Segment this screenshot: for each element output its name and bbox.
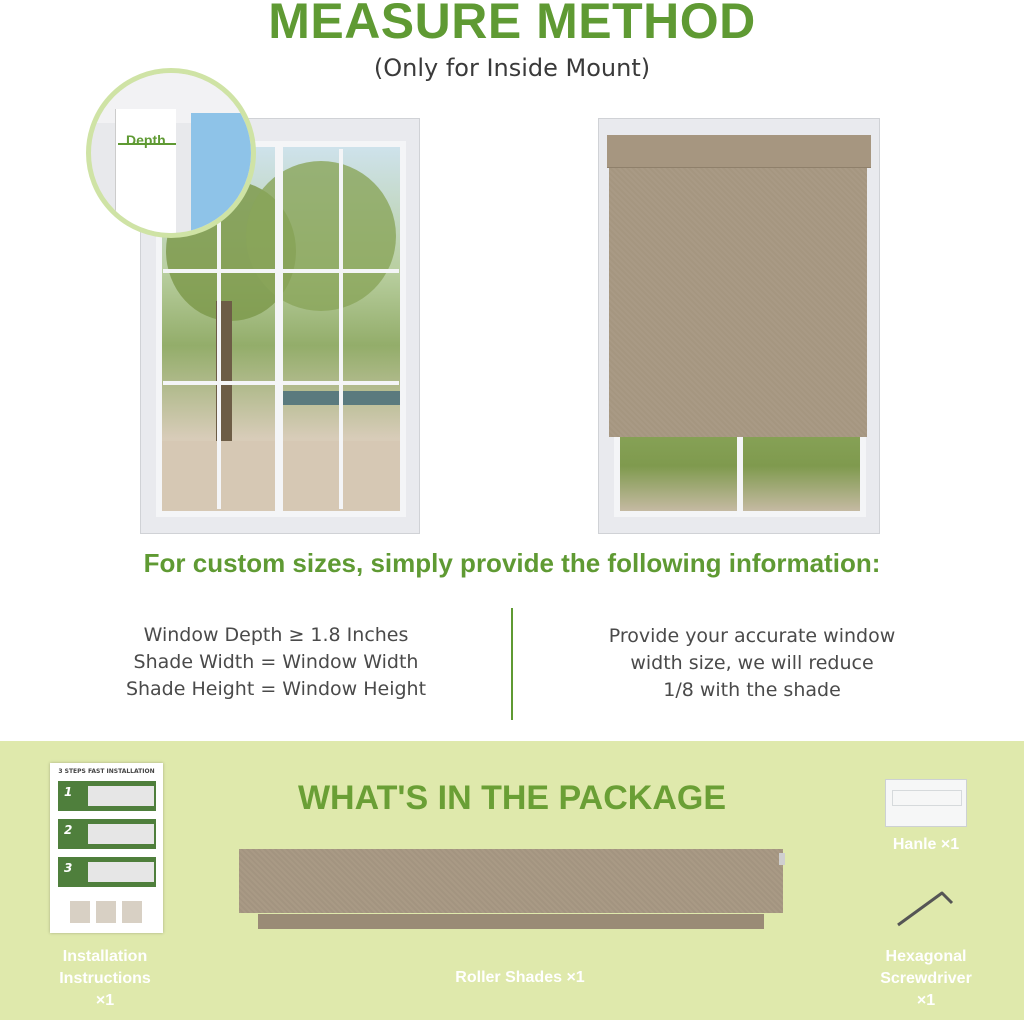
page-subtitle: (Only for Inside Mount) [373,54,651,82]
booklet-step: 1 [58,781,156,811]
depth-label: Depth [126,132,166,148]
measure-rules [100,622,452,703]
roller-end-cap [779,853,785,865]
section-divider [511,608,513,720]
booklet-step: 3 [58,857,156,887]
note-line: Provide your accurate window [608,625,896,647]
window-shade-illustration [598,118,880,534]
installation-booklet-image [50,763,163,933]
hexagonal-label: Hexagonal Screwdriver ×1 [880,948,972,1009]
rule-width: Shade Width = Window Width [133,651,419,673]
custom-size-heading: For custom sizes, simply provide the following information: [143,548,881,578]
page-title: MEASURE METHOD [268,0,756,49]
roller-bottom-bar [258,914,764,929]
hex-key-icon [896,889,956,929]
note-line: width size, we will reduce [630,652,874,674]
roller-shade-fabric [609,135,867,437]
booklet-heading: 3 STEPS FAST INSTALLATION [58,768,155,775]
bracket-image [885,779,967,827]
package-section [0,741,1024,1020]
roller-shade-headrail [607,135,871,168]
width-note [572,623,932,704]
installation-label: Installation Instructions ×1 [59,948,151,1009]
booklet-step: 2 [58,819,156,849]
hanle-label: Hanle ×1 [892,836,960,853]
note-line: 1/8 with the shade [663,679,841,701]
roller-shade-product [239,849,783,913]
rule-depth: Window Depth ≥ 1.8 Inches [143,624,409,646]
package-title: WHAT'S IN THE PACKAGE [297,779,727,817]
rule-height: Shade Height = Window Height [125,678,427,700]
roller-label: Roller Shades ×1 [455,969,585,986]
depth-detail-circle [86,68,256,238]
